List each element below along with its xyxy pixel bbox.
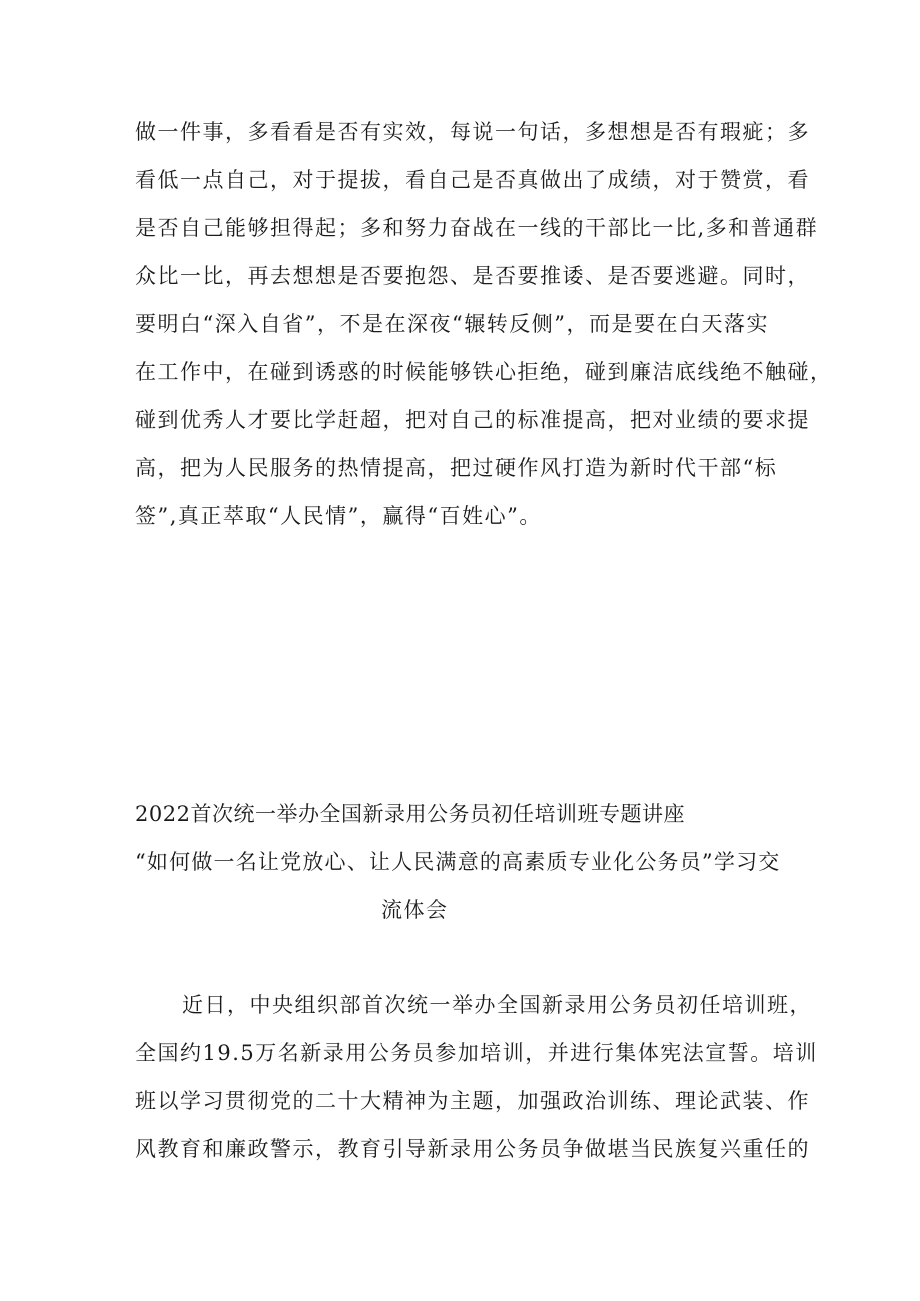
paragraph-line: 风教育和廉政警示，教育引导新录用公务员争做堪当民族复兴重任的 <box>135 1137 810 1161</box>
paragraph-line: 碰到优秀人才要比学赶超，把对自己的标准提高，把对业绩的要求提 <box>135 408 810 432</box>
title-line-3: 流体会 <box>381 898 449 922</box>
paragraph-line: 要明白“深入自省”，不是在深夜“辗转反侧”，而是要在白天落实 <box>135 312 769 336</box>
paragraph-line: 班以学习贯彻党的二十大精神为主题，加强政治训练、理论武装、作 <box>135 1089 810 1113</box>
title-line-2: “如何做一名让党放心、让人民满意的高素质专业化公务员”学习交 <box>135 850 781 874</box>
paragraph-line: 签”,真正萃取“人民情”，赢得“百姓心”。 <box>135 504 542 528</box>
paragraph-line: 高，把为人民服务的热情提高，把过硬作风打造为新时代干部“标 <box>135 456 778 480</box>
paragraph-line: 做一件事，多看看是否有实效，每说一句话，多想想是否有瑕疵；多 <box>135 120 810 144</box>
paragraph-line: 近日，中央组织部首次统一举办全国新录用公务员初任培训班， <box>182 993 812 1017</box>
paragraph-line: 在工作中，在碰到诱惑的时候能够铁心拒绝，碰到廉洁底线绝不触碰， <box>135 360 833 384</box>
paragraph-line: 看低一点自己，对于提拔，看自己是否真做出了成绩，对于赞赏，看 <box>135 168 810 192</box>
paragraph-line: 众比一比，再去想想是否要抱怨、是否要推诿、是否要逃避。同时， <box>135 264 810 288</box>
title-line-1: 2022首次统一举办全国新录用公务员初任培训班专题讲座 <box>135 802 685 826</box>
paragraph-line: 是否自己能够担得起；多和努力奋战在一线的干部比一比,多和普通群 <box>135 216 819 240</box>
paragraph-line: 全国约19.5万名新录用公务员参加培训，并进行集体宪法宣誓。培训 <box>135 1041 818 1065</box>
